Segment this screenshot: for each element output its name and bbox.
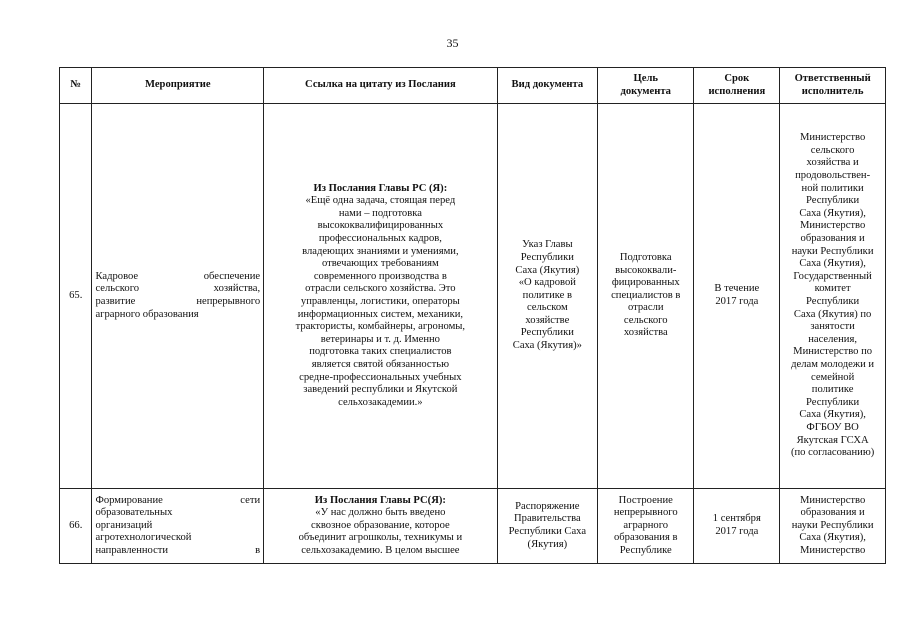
goal-line: отрасли [627, 302, 664, 314]
doc-type-line: Правительства [514, 513, 581, 525]
responsible-line: семейной [811, 371, 855, 383]
goal-cell [598, 104, 694, 489]
responsible-line: Саха (Якутия), [799, 207, 866, 219]
header-doc-type: Вид документа [497, 68, 598, 104]
quote-cell [264, 489, 497, 564]
term-line: 2017 года [715, 296, 759, 307]
goal-line: высококвали- [615, 264, 677, 276]
term-line: 2017 года [715, 526, 759, 537]
doc-type-cell [497, 104, 598, 489]
goal-line: фицированных [611, 277, 680, 289]
event-line: Формирование сети [95, 494, 261, 506]
doc-type-line: Саха (Якутия)» [512, 340, 582, 352]
header-goal-line: Цель [633, 73, 658, 84]
responsible-line: Саха (Якутия), [799, 532, 866, 544]
responsible-line: политике [811, 384, 854, 396]
quote-line: высококвалифицированных [317, 220, 444, 232]
responsible-line: Республики [806, 195, 860, 207]
term-line: В течение [714, 283, 760, 295]
responsible-line: Министерство по [793, 346, 873, 358]
goal-line: образования в [613, 532, 678, 544]
event-line: Кадровое обеспечение [95, 270, 261, 282]
term-cell [694, 104, 780, 489]
header-responsible [780, 68, 886, 104]
quote-line: профессиональных кадров, [318, 233, 442, 245]
responsible-line: образования и [800, 507, 865, 519]
doc-type-line: хозяйстве [525, 314, 570, 326]
responsible-line: образования и [800, 233, 865, 245]
responsible-line: Министерство [799, 220, 866, 232]
responsible-line: сельского [810, 144, 855, 156]
quote-line: является святой обязанностью [311, 358, 449, 370]
header-term [694, 68, 780, 104]
event-line: направленности в [95, 544, 261, 556]
doc-type-line: «О кадровой [518, 277, 576, 289]
activities-table [59, 67, 886, 564]
event-line: аграрного образования [95, 308, 199, 320]
quote-line: нами – подготовка [338, 207, 422, 219]
header-goal [598, 68, 694, 104]
event-cell [92, 104, 264, 489]
quote-line: ветеринары и т. д. Именно [320, 333, 440, 345]
goal-line: сельского [623, 314, 668, 326]
table-row [60, 104, 886, 489]
quote-line: подготовка таких специалистов [309, 346, 452, 358]
header-term-line: исполнения [708, 85, 766, 97]
goal-line: хозяйства [623, 327, 668, 339]
goal-line: Построение [618, 494, 673, 506]
quote-line: объединит агрошколы, техникумы и [298, 532, 463, 544]
responsible-line: науки Республики [791, 519, 874, 531]
doc-type-line: (Якутия) [527, 538, 568, 550]
responsible-line: ной политики [801, 182, 864, 194]
doc-type-line: Республики [520, 327, 574, 339]
responsible-line: Саха (Якутия) по [793, 308, 872, 320]
responsible-line: Министерство [799, 132, 866, 144]
doc-type-line: Республики Саха [508, 526, 587, 537]
doc-type-line: Распоряжение [515, 500, 580, 512]
header-goal-line: документа [620, 85, 671, 97]
event-cell [92, 489, 264, 564]
responsible-line: Государственный [793, 270, 872, 282]
responsible-cell [780, 104, 886, 489]
term-cell [694, 489, 780, 564]
row-number: 66. [60, 489, 92, 564]
responsible-line: Саха (Якутия), [799, 409, 866, 421]
header-responsible-line: Ответственный [794, 73, 871, 84]
quote-line: отрасли сельского хозяйства. Это [305, 283, 456, 295]
responsible-line: (по согласованию) [790, 447, 875, 459]
responsible-line: хозяйства и [806, 157, 859, 169]
header-number: № [60, 68, 92, 104]
responsible-line: Министерство [799, 494, 866, 506]
event-line: организаций [95, 519, 153, 531]
quote-line: сельхозакадемии.» [338, 396, 423, 408]
doc-type-line: политике в [522, 289, 572, 301]
doc-type-line: Республики [520, 251, 574, 263]
goal-line: Республике [619, 544, 672, 556]
goal-line: специалистов в [611, 289, 681, 301]
term-line: 1 сентября [712, 513, 761, 525]
goal-cell [598, 489, 694, 564]
responsible-line: Министерство [799, 544, 866, 556]
table-row [60, 489, 886, 564]
header-quote: Ссылка на цитату из Послания [264, 68, 497, 104]
responsible-line: комитет [814, 283, 851, 295]
quote-line: «Ещё одна задача, стоящая перед [305, 195, 456, 207]
quote-line: информационных систем, механики, [297, 308, 464, 320]
quote-title: Из Послания Главы РС (Я): [313, 182, 448, 194]
doc-type-line: сельском [526, 302, 568, 314]
page-number: 35 [446, 36, 459, 50]
header-event: Мероприятие [92, 68, 264, 104]
event-line: образовательных [95, 507, 173, 519]
event-line: агротехнологической [95, 532, 192, 544]
header-term-line: Срок [724, 73, 750, 84]
responsible-line: продовольствен- [795, 170, 871, 182]
quote-line: отвечающих требованиям [321, 258, 439, 270]
quote-line: сквозное образование, которое [311, 519, 450, 531]
goal-line: Подготовка [619, 251, 672, 263]
responsible-cell [780, 489, 886, 564]
header-responsible-line: исполнитель [801, 85, 864, 97]
goal-line: аграрного [623, 519, 669, 531]
quote-line: трактористы, комбайнеры, агрономы, [295, 321, 466, 333]
responsible-line: делам молодежи и [791, 358, 875, 370]
quote-line: «У нас должно быть введено [315, 507, 446, 519]
responsible-line: занятости [810, 321, 855, 333]
quote-line: владеющих знаниями и умениями, [302, 245, 459, 257]
responsible-line: науки Республики [791, 245, 874, 257]
responsible-line: Республики [806, 296, 860, 307]
row-number: 65. [60, 104, 92, 489]
doc-type-line: Указ Главы [522, 239, 573, 251]
goal-line: непрерывного [613, 507, 678, 519]
doc-type-cell [497, 489, 598, 564]
table-header-row [60, 68, 886, 104]
quote-title: Из Послания Главы РС(Я): [314, 494, 446, 506]
quote-line: средне-профессиональных учебных [299, 371, 462, 383]
doc-type-line: Саха (Якутия) [515, 264, 580, 276]
responsible-line: Республики [806, 396, 860, 408]
quote-line: управленцы, логистики, операторы [300, 296, 460, 307]
quote-line: сельхозакадемию. В целом высшее [301, 544, 460, 556]
responsible-line: Якутская ГСХА [796, 434, 869, 446]
quote-line: заведений республики и Якутской [303, 384, 458, 396]
quote-line: современного производства в [313, 270, 447, 282]
quote-cell [264, 104, 497, 489]
event-line: сельского хозяйства, [95, 283, 261, 295]
responsible-line: населения, [808, 333, 857, 345]
responsible-line: ФГБОУ ВО [806, 421, 859, 433]
responsible-line: Саха (Якутия), [799, 258, 866, 270]
event-line: развитие непрерывного [95, 296, 261, 307]
